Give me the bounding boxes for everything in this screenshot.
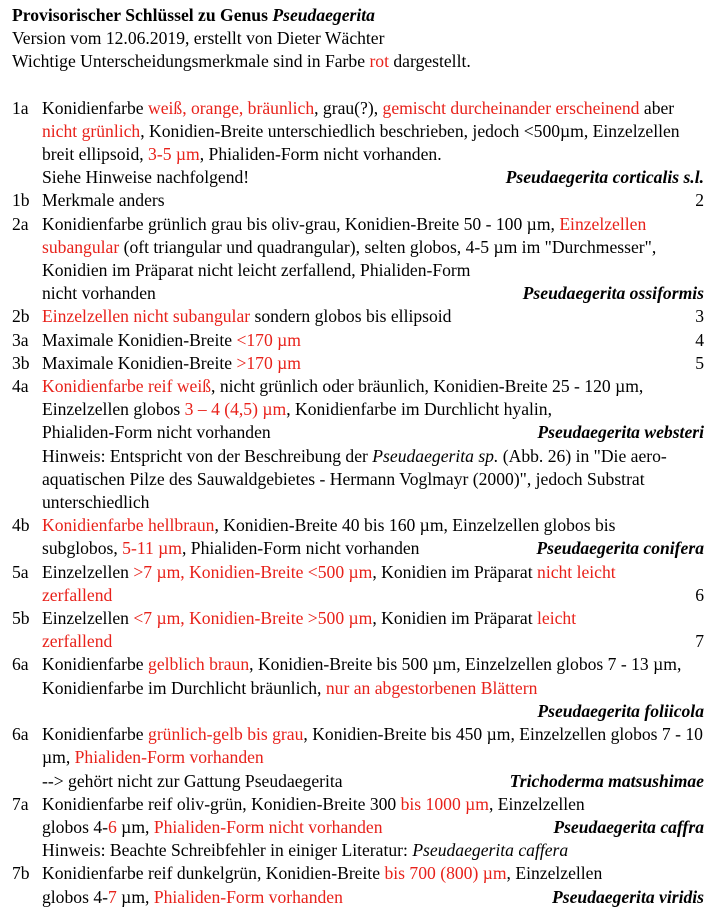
entry-body: [42, 97, 704, 190]
key-text: Konidienfarbe reif dunkelgrün, Konidien-Breite: [42, 863, 385, 884]
entry-last-line: [42, 421, 704, 444]
entry-last-line: [42, 816, 704, 839]
entry-last-text: [42, 329, 301, 352]
entry-last-line: [42, 352, 704, 375]
entry-last-text: [42, 189, 165, 212]
key-entry: [12, 375, 704, 514]
key-entry: [12, 607, 704, 653]
key-text: (oft triangular und quadrangular), selten globos, 4-5 µm im "Durchmesser", Konidien im Präparat nicht leicht zerfallend, Phialiden-Form: [42, 236, 657, 281]
color-note: [12, 50, 704, 73]
highlight-text: >170 µm: [236, 352, 301, 373]
entry-description: [42, 213, 704, 283]
entry-body: [42, 329, 704, 352]
key-text: , Einzelzellen: [506, 863, 603, 884]
entry-result: [544, 886, 704, 909]
document-title: [12, 4, 704, 27]
highlight-text: nur an abgestorbenen Blättern: [325, 677, 538, 698]
identification-key: [12, 97, 704, 909]
key-text: , Konidien-Breite bis 500 µm, Einzelzellen globos 7 - 13 µm, Konidienfarbe im Durchlicht bräunlich,: [42, 654, 682, 698]
key-text: subglobos,: [42, 538, 123, 559]
highlight-text: gemischt durcheinander erscheinend: [382, 97, 640, 118]
entry-last-line: [42, 329, 704, 352]
key-text: , Phialiden-Form nicht vorhanden.: [199, 144, 442, 165]
highlight-text: Konidienfarbe reif weiß: [42, 376, 212, 397]
key-entry: [12, 352, 704, 375]
entry-body: [42, 189, 704, 212]
entry-note: [42, 445, 704, 515]
key-entry: [12, 329, 704, 352]
key-text: µm,: [116, 886, 154, 907]
key-text: Konidienfarbe: [42, 654, 149, 675]
entry-result: [687, 329, 704, 352]
color-note-red: rot: [369, 51, 389, 72]
entry-last-text: [42, 352, 301, 375]
highlight-text: 6: [107, 816, 117, 837]
lead-number: 6: [695, 584, 704, 605]
entry-description: [42, 97, 704, 167]
result-taxon: Pseudaegerita ossiformis: [522, 283, 704, 304]
result-taxon: Pseudaegerita websteri: [537, 422, 704, 443]
entry-body: [42, 793, 704, 863]
entry-number: 2a: [12, 213, 29, 234]
entry-last-line: [42, 537, 704, 560]
entry-result: [545, 816, 704, 839]
highlight-text: 7: [107, 886, 117, 907]
entry-body: [42, 352, 704, 375]
entry-number: 7b: [12, 863, 30, 884]
lead-number: 7: [695, 631, 704, 652]
entry-last-line: [42, 584, 704, 607]
key-entry: [12, 653, 704, 723]
entry-number: 2b: [12, 306, 30, 327]
key-text: , Konidien im Präparat: [372, 561, 538, 582]
highlight-text: Phialiden-Form nicht vorhanden: [153, 816, 383, 837]
key-text: Konidienfarbe grünlich grau bis oliv-grau, Konidien-Breite 50 - 100 µm,: [42, 213, 560, 234]
key-text: Hinweis: Entspricht von der Beschreibung der: [42, 445, 373, 466]
key-text: , Konidien-Breite bis 450 µm, Einzelzellen globos 7 - 10 µm,: [42, 724, 703, 768]
entry-last-line: [42, 886, 704, 909]
entry-number: 3a: [12, 329, 29, 350]
lead-number: 2: [695, 190, 704, 211]
key-text: µm,: [116, 816, 154, 837]
highlight-text: bis 1000 µm: [400, 793, 489, 814]
title-prefix: Provisorischer Schlüssel zu Genus: [12, 5, 273, 25]
highlight-text: leicht: [537, 608, 577, 629]
entry-description: [42, 653, 704, 699]
highlight-text: 3 – 4 (4,5) µm: [184, 399, 287, 420]
entry-last-text: [42, 886, 343, 909]
key-entry: [12, 97, 704, 190]
key-text: aber: [639, 97, 675, 118]
key-text: nicht vorhanden: [42, 283, 156, 304]
version-line: Version vom 12.06.2019, erstellt von Dieter Wächter: [12, 28, 385, 49]
key-text: Einzelzellen: [42, 561, 134, 582]
highlight-text: bis 700 (800) µm: [384, 863, 507, 884]
key-entry: [12, 189, 704, 212]
title-genus: Pseudaegerita: [272, 5, 375, 25]
entry-body: [42, 607, 704, 653]
key-text: , Einzelzellen: [488, 793, 585, 814]
entry-number: 4a: [12, 376, 29, 397]
highlight-text: Einzelzellen subangular: [42, 213, 647, 257]
highlight-text: 3-5 µm: [148, 144, 200, 165]
entry-result: [515, 282, 704, 305]
entry-last-text: [42, 584, 112, 607]
result-taxon: Pseudaegerita conifera: [536, 538, 704, 559]
entry-last-line: [42, 189, 704, 212]
entry-last-line: [42, 282, 704, 305]
entry-last-text: [42, 816, 383, 839]
entry-result: [528, 537, 704, 560]
entry-description: [42, 514, 704, 537]
key-text: Konidienfarbe reif oliv-grün, Konidien-Breite 300: [42, 793, 401, 814]
lead-number: 4: [695, 329, 704, 350]
key-text: , Konidien im Präparat: [372, 608, 538, 629]
highlight-text: zerfallend: [42, 584, 113, 605]
key-text: Merkmale anders: [42, 190, 165, 211]
entry-last-text: [42, 305, 451, 328]
result-taxon: Pseudaegerita caffra: [553, 816, 704, 837]
entry-number: 7a: [12, 793, 29, 814]
key-text: Siehe Hinweise nachfolgend!: [42, 167, 250, 188]
highlight-text: gelblich braun: [148, 654, 250, 675]
italic-text: Pseudaegerita sp.: [372, 445, 499, 466]
entry-number: 4b: [12, 515, 30, 536]
key-entry: [12, 561, 704, 607]
entry-body: [42, 561, 704, 607]
entry-last-text: [42, 770, 343, 793]
entry-description: [42, 862, 704, 885]
key-text: globos 4-: [42, 886, 108, 907]
entry-number: 6a: [12, 654, 29, 675]
entry-body: [42, 213, 704, 306]
key-entry: [12, 514, 704, 560]
color-note-prefix: Wichtige Unterscheidungsmerkmale sind in Farbe: [12, 51, 370, 72]
entry-number: 3b: [12, 352, 30, 373]
entry-body: [42, 862, 704, 908]
key-text: , grau(?),: [314, 97, 383, 118]
result-taxon: Pseudaegerita foliicola: [537, 700, 704, 721]
entry-last-text: [42, 421, 271, 444]
entry-number: 5a: [12, 561, 29, 582]
entry-last-text: [42, 282, 156, 305]
key-entry: [12, 862, 704, 908]
highlight-text: weiß, orange, bräunlich: [148, 97, 315, 118]
key-text: Konidienfarbe: [42, 724, 149, 745]
entry-result: [529, 421, 704, 444]
key-text: Maximale Konidien-Breite: [42, 352, 237, 373]
key-text: , Konidien-Breite unterschiedlich beschrieben, jedoch <500µm, Einzelzellen breit ellipsoid,: [42, 120, 680, 165]
entry-body: [42, 723, 704, 793]
key-text: , nicht grünlich oder bräunlich, Konidien-Breite 25 - 120 µm, Einzelzellen globos: [42, 376, 644, 420]
entry-last-line: [42, 305, 704, 328]
key-text: sondern globos bis ellipsoid: [250, 306, 452, 327]
result-taxon: Pseudaegerita corticalis s.l.: [505, 167, 704, 188]
key-entry: [12, 723, 704, 793]
highlight-text: Konidienfarbe hellbraun: [42, 515, 215, 536]
key-entry: [12, 305, 704, 328]
entry-result: [687, 189, 704, 212]
key-text: Hinweis: Beachte Schreibfehler in einiger Literatur:: [42, 840, 413, 861]
lead-number: 3: [695, 306, 704, 327]
lead-number: 5: [695, 352, 704, 373]
key-text: (Abb. 26) in "Die aero-aquatischen Pilze des Sauwaldgebietes - Hermann Voglmayr (2000)", jedoch Substrat unterschiedlich: [42, 445, 667, 513]
entry-body: [42, 375, 704, 514]
highlight-text: <170 µm: [236, 329, 301, 350]
highlight-text: nicht leicht: [537, 561, 616, 582]
key-text: , Konidien-Breite 40 bis 160 µm, Einzelzellen globos bis: [214, 515, 616, 536]
entry-last-line: [42, 770, 704, 793]
entry-description: [42, 561, 704, 584]
highlight-text: 5-11 µm: [122, 538, 182, 559]
result-taxon: Trichoderma matsushimae: [509, 770, 704, 791]
entry-result: [687, 584, 704, 607]
entry-number: 5b: [12, 608, 30, 629]
highlight-text: >7 µm, Konidien-Breite <500 µm: [133, 561, 373, 582]
key-text: --> gehört nicht zur Gattung Pseudaegerita: [42, 770, 343, 791]
highlight-text: Phialiden-Form vorhanden: [153, 886, 343, 907]
entry-description: [42, 375, 704, 421]
entry-description: [42, 607, 704, 630]
key-entry: [12, 793, 704, 863]
color-note-suffix: dargestellt.: [388, 51, 471, 72]
highlight-text: Einzelzellen nicht subangular: [42, 306, 251, 327]
entry-result: [687, 352, 704, 375]
entry-result: [687, 630, 704, 653]
highlight-text: zerfallend: [42, 631, 113, 652]
entry-result: [502, 770, 704, 793]
entry-number: 1b: [12, 190, 30, 211]
key-text: Maximale Konidien-Breite: [42, 329, 237, 350]
entry-body: [42, 305, 704, 328]
entry-description: [42, 723, 704, 769]
entry-body: [42, 514, 704, 560]
entry-description: [42, 793, 704, 816]
entry-last-text: [42, 166, 249, 189]
key-text: Einzelzellen: [42, 608, 134, 629]
entry-result: [498, 166, 704, 189]
key-text: globos 4-: [42, 816, 108, 837]
entry-last-text: [42, 630, 112, 653]
entry-body: [42, 653, 704, 723]
entry-last-line: [42, 630, 704, 653]
entry-last-line: [42, 166, 704, 189]
highlight-text: Phialiden-Form vorhanden: [74, 747, 264, 768]
entry-number: 6a: [12, 724, 29, 745]
highlight-text: <7 µm, Konidien-Breite >500 µm: [133, 608, 373, 629]
entry-last-text: [42, 537, 419, 560]
spacer: [12, 74, 704, 97]
italic-text: Pseudaegerita caffera: [412, 840, 569, 861]
entry-result: [687, 305, 704, 328]
key-text: Konidienfarbe: [42, 97, 149, 118]
key-text: , Konidienfarbe im Durchlicht hyalin,: [286, 399, 552, 420]
entry-note: [42, 839, 704, 862]
highlight-text: nicht grünlich: [42, 120, 141, 141]
highlight-text: grünlich-gelb bis grau: [148, 724, 304, 745]
key-text: , Phialiden-Form nicht vorhanden: [182, 538, 420, 559]
result-line: [42, 700, 704, 723]
key-entry: [12, 213, 704, 306]
result-taxon: Pseudaegerita viridis: [552, 886, 704, 907]
key-text: Phialiden-Form nicht vorhanden: [42, 422, 271, 443]
entry-number: 1a: [12, 97, 29, 118]
